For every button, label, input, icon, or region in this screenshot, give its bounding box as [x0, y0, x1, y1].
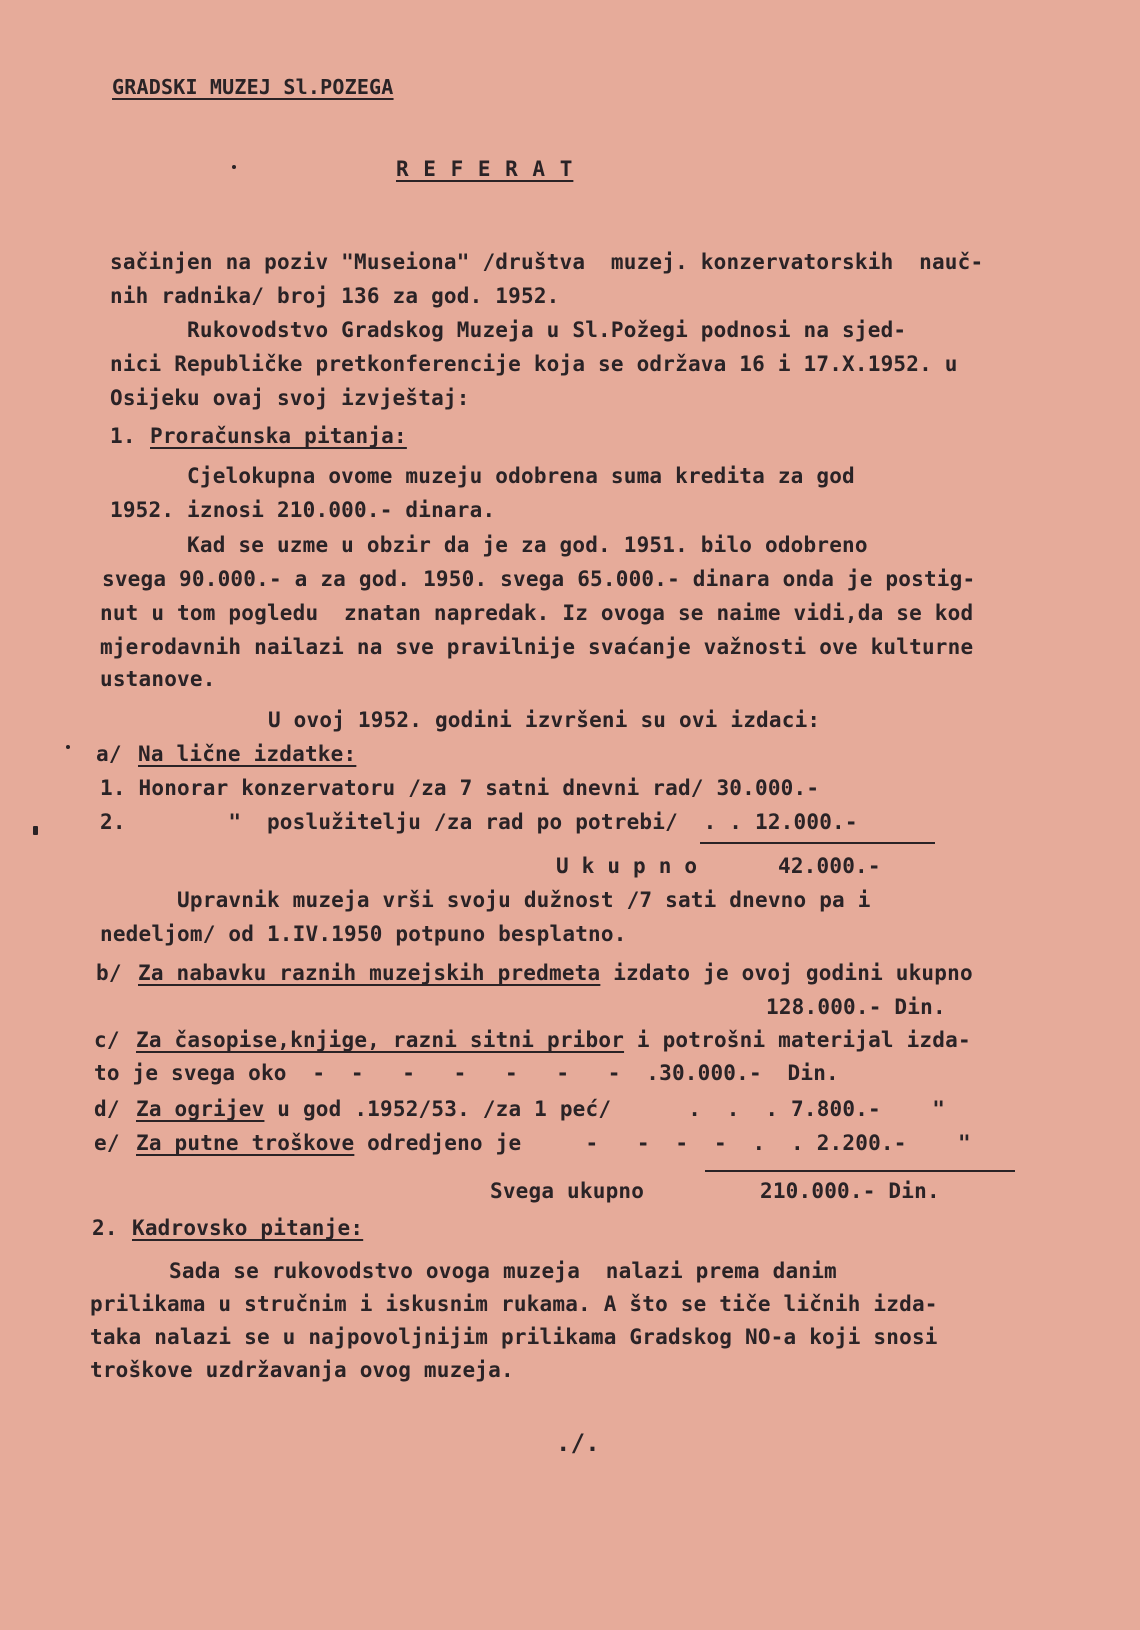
expenses-intro: U ovoj 1952. godini izvršeni su ovi izdaci: [268, 708, 821, 732]
comparison-line: nut u tom pogledu znatan napredak. Iz ovoga se naime vidi,da se kod [100, 601, 974, 625]
comparison-line: Kad se uzme u obzir da je za god. 1951. bilo odobreno [110, 533, 868, 557]
stray-mark [232, 165, 236, 169]
staffing-line: taka nalazi se u najpovoljnijim prilikama Gradskog NO-a koji snosi [90, 1325, 938, 1349]
item-c-label: Za časopise,knjige, razni sitni pribor [136, 1028, 625, 1052]
section2-number: 2. [92, 1216, 118, 1240]
item-b-label: Za nabavku raznih muzejskih predmeta [138, 961, 601, 985]
item-e-rest: odredjeno je - - - - . . 2.200.- " [354, 1131, 971, 1155]
stray-mark [66, 745, 70, 749]
item-d-rest: u god .1952/53. /za 1 peć/ . . . 7.800.- " [264, 1097, 946, 1121]
section1-heading: Proračunska pitanja: [150, 424, 407, 448]
continuation-mark: ./. [556, 1429, 600, 1457]
grand-total-value: 210.000.- Din. [760, 1179, 940, 1203]
manager-note-line: Upravnik muzeja vrši svoju dužnost /7 sati dnevno pa i [100, 888, 871, 912]
budget-line: Cjelokupna ovome muzeju odobrena suma kredita za god [110, 464, 855, 488]
stray-mark [33, 826, 38, 835]
item-a-line2: 2. " poslužitelju /za rad po potrebi/ . . 12.000.- [100, 810, 858, 834]
item-d-prefix: d/ [94, 1097, 120, 1121]
grand-total-label: Svega ukupno [490, 1179, 645, 1203]
item-c-rest: i potrošni materijal izda- [624, 1028, 971, 1052]
intro-line: Rukovodstvo Gradskog Muzeja u Sl.Požegi podnosi na sjed- [110, 318, 907, 342]
item-d-label: Za ogrijev [136, 1097, 265, 1121]
intro-line: Osijeku ovaj svoj izvještaj: [110, 386, 470, 410]
budget-line: 1952. iznosi 210.000.- dinara. [110, 498, 496, 522]
item-a-sum-rule [700, 842, 935, 844]
item-b-text [138, 960, 973, 986]
item-a-total-label: U k u p n o [556, 854, 698, 878]
item-a-line1: 1. Honorar konzervatoru /za 7 satni dnevni rad/ 30.000.- [100, 776, 820, 800]
section1-number: 1. [110, 424, 136, 448]
staffing-line: Sada se rukovodstvo ovoga muzeja nalazi prema danim [92, 1259, 837, 1283]
item-c-prefix: c/ [94, 1028, 120, 1052]
item-a-total-value: 42.000.- [778, 854, 881, 878]
item-a-label: Na lične izdatke: [138, 742, 357, 766]
institution-header: GRADSKI MUZEJ Sl.POZEGA [112, 75, 394, 99]
staffing-line: troškove uzdržavanja ovog muzeja. [90, 1358, 514, 1382]
grand-total-rule [705, 1170, 1015, 1172]
item-c-line2: to je svega oko - - - - - - - .30.000.- Din. [94, 1061, 839, 1085]
intro-line: nici Republičke pretkonferencije koja se održava 16 i 17.X.1952. u [110, 352, 958, 376]
comparison-line: svega 90.000.- a za god. 1950. svega 65.000.- dinara onda je postig- [102, 567, 976, 591]
item-c-text [136, 1027, 971, 1053]
intro-line: nih radnika/ broj 136 za god. 1952. [110, 284, 560, 308]
intro-line: sačinjen na poziv "Museiona" /društva muzej. konzervatorskih nauč- [110, 250, 984, 274]
document-title: R E F E R A T [396, 157, 574, 181]
item-b-amount: 128.000.- Din. [766, 995, 946, 1019]
manager-note-line: nedeljom/ od 1.IV.1950 potpuno besplatno. [100, 922, 627, 946]
item-b-rest: izdato je ovoj godini ukupno [600, 961, 973, 985]
comparison-line: ustanove. [100, 667, 216, 691]
item-e-prefix: e/ [94, 1131, 120, 1155]
item-e-label: Za putne troškove [136, 1131, 355, 1155]
comparison-line: mjerodavnih nailazi na sve pravilnije svaćanje važnosti ove kulturne [100, 635, 974, 659]
item-b-prefix: b/ [96, 961, 122, 985]
item-d-text [136, 1096, 945, 1122]
item-e-text [136, 1130, 971, 1156]
staffing-line: prilikama u stručnim i iskusnim rukama. A što se tiče ličnih izda- [90, 1292, 938, 1316]
section2-heading: Kadrovsko pitanje: [132, 1216, 364, 1240]
item-a-prefix: a/ [96, 742, 122, 766]
